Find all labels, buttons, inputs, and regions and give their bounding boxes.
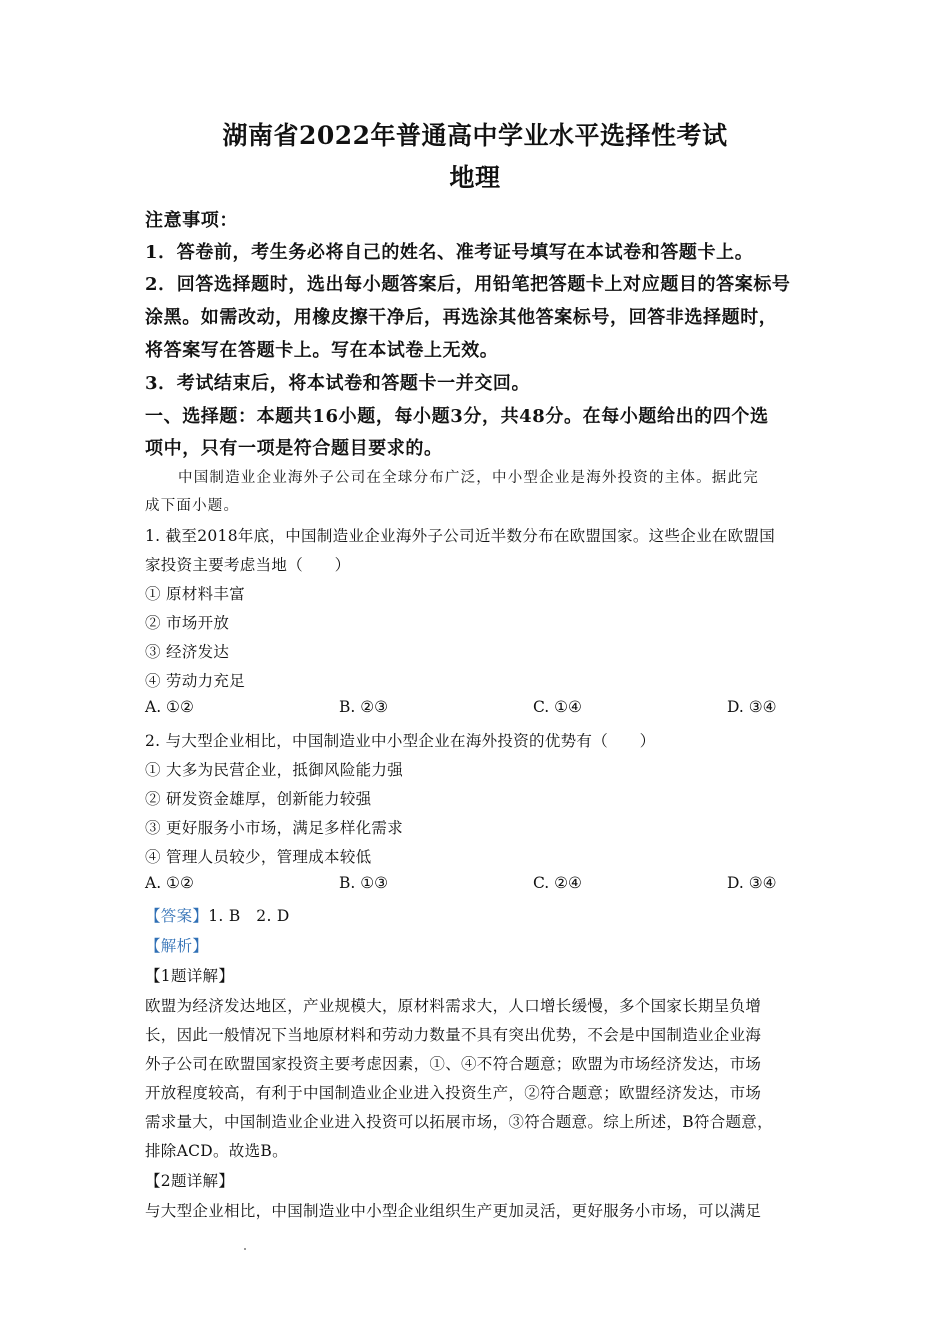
detail-1-line: 开放程度较高，有利于中国制造业企业进入投资生产，②符合题意；欧盟经济发达，市场 (145, 1084, 762, 1102)
q2-item: ③ 更好服务小市场，满足多样化需求 (145, 819, 404, 837)
q1-option-c: C. ①④ (533, 698, 582, 716)
notice-item-3: 3．考试结束后，将本试卷和答题卡一并交回。 (145, 373, 531, 394)
q2-option-b: B. ①③ (339, 874, 389, 892)
detail-2-heading: 【2题详解】 (145, 1172, 235, 1190)
notice-item-1: 1．答卷前，考生务必将自己的姓名、准考证号填写在本试卷和答题卡上。 (145, 242, 754, 263)
exam-title: 湖南省2022年普通高中学业水平选择性考试 (222, 121, 728, 150)
detail-1-line: 需求量大，中国制造业企业进入投资可以拓展市场，③符合题意。综上所述，B符合题意， (145, 1113, 773, 1131)
q1-item: ④ 劳动力充足 (145, 672, 246, 690)
detail-1-heading: 【1题详解】 (145, 967, 235, 985)
q2-item: ④ 管理人员较少，管理成本较低 (145, 848, 372, 866)
subject-title: 地理 (449, 163, 501, 192)
q1-item: ① 原材料丰富 (145, 585, 246, 603)
material-line-1: 中国制造业企业海外子公司在全球分布广泛，中小型企业是海外投资的主体。据此完 (178, 470, 759, 486)
q1-option-d: D. ③④ (727, 698, 777, 716)
footer-mark (244, 1248, 246, 1250)
q2-option-a: A. ①② (145, 874, 194, 892)
detail-1-line: 长，因此一般情况下当地原材料和劳动力数量不具有突出优势，不会是中国制造业企业海 (145, 1026, 762, 1044)
q2-stem: 2. 与大型企业相比，中国制造业中小型企业在海外投资的优势有（ ） (145, 732, 656, 750)
material-line-2: 成下面小题。 (145, 498, 240, 514)
detail-1-line: 欧盟为经济发达地区，产业规模大，原材料需求大，人口增长缓慢，多个国家长期呈负增 (145, 997, 762, 1015)
answer-tag: 【答案】 (145, 907, 209, 925)
q2-item: ① 大多为民营企业，抵御风险能力强 (145, 761, 404, 779)
notice-item-2-line-1: 2．回答选择题时，选出每小题答案后，用铅笔把答题卡上对应题目的答案标号 (145, 274, 791, 295)
analysis-line (145, 934, 208, 956)
q2-item: ② 研发资金雄厚，创新能力较强 (145, 790, 372, 808)
detail-2-line: 与大型企业相比，中国制造业中小型企业组织生产更加灵活，更好服务小市场，可以满足 (145, 1202, 762, 1220)
section-heading-line-2: 项中，只有一项是符合题目要求的。 (145, 438, 443, 459)
notice-heading: 注意事项： (145, 210, 238, 231)
q1-stem-line-1: 1. 截至2018年底，中国制造业企业海外子公司近半数分布在欧盟国家。这些企业在欧盟国 (145, 527, 776, 545)
q1-stem-line-2: 家投资主要考虑当地（ ） (145, 556, 351, 574)
analysis-tag: 【解析】 (145, 937, 209, 955)
q2-option-c: C. ②④ (533, 874, 582, 892)
section-heading-line-1: 一、选择题：本题共16小题，每小题3分，共48分。在每小题给出的四个选 (145, 406, 769, 427)
answer-text: 1. B 2. D (208, 907, 290, 925)
notice-item-2-line-3: 将答案写在答题卡上。写在本试卷上无效。 (145, 340, 499, 361)
q1-item: ② 市场开放 (145, 614, 230, 632)
q1-option-b: B. ②③ (339, 698, 389, 716)
notice-item-2-line-2: 涂黑。如需改动，用橡皮擦干净后，再选涂其他答案标号，回答非选择题时， (145, 307, 778, 328)
detail-1-line: 外子公司在欧盟国家投资主要考虑因素，①、④不符合题意；欧盟为市场经济发达，市场 (145, 1055, 762, 1073)
detail-1-line: 排除ACD。故选B。 (145, 1142, 288, 1160)
q1-option-a: A. ①② (145, 698, 194, 716)
q1-item: ③ 经济发达 (145, 643, 230, 661)
q2-option-d: D. ③④ (727, 874, 777, 892)
answer-line (145, 904, 290, 926)
